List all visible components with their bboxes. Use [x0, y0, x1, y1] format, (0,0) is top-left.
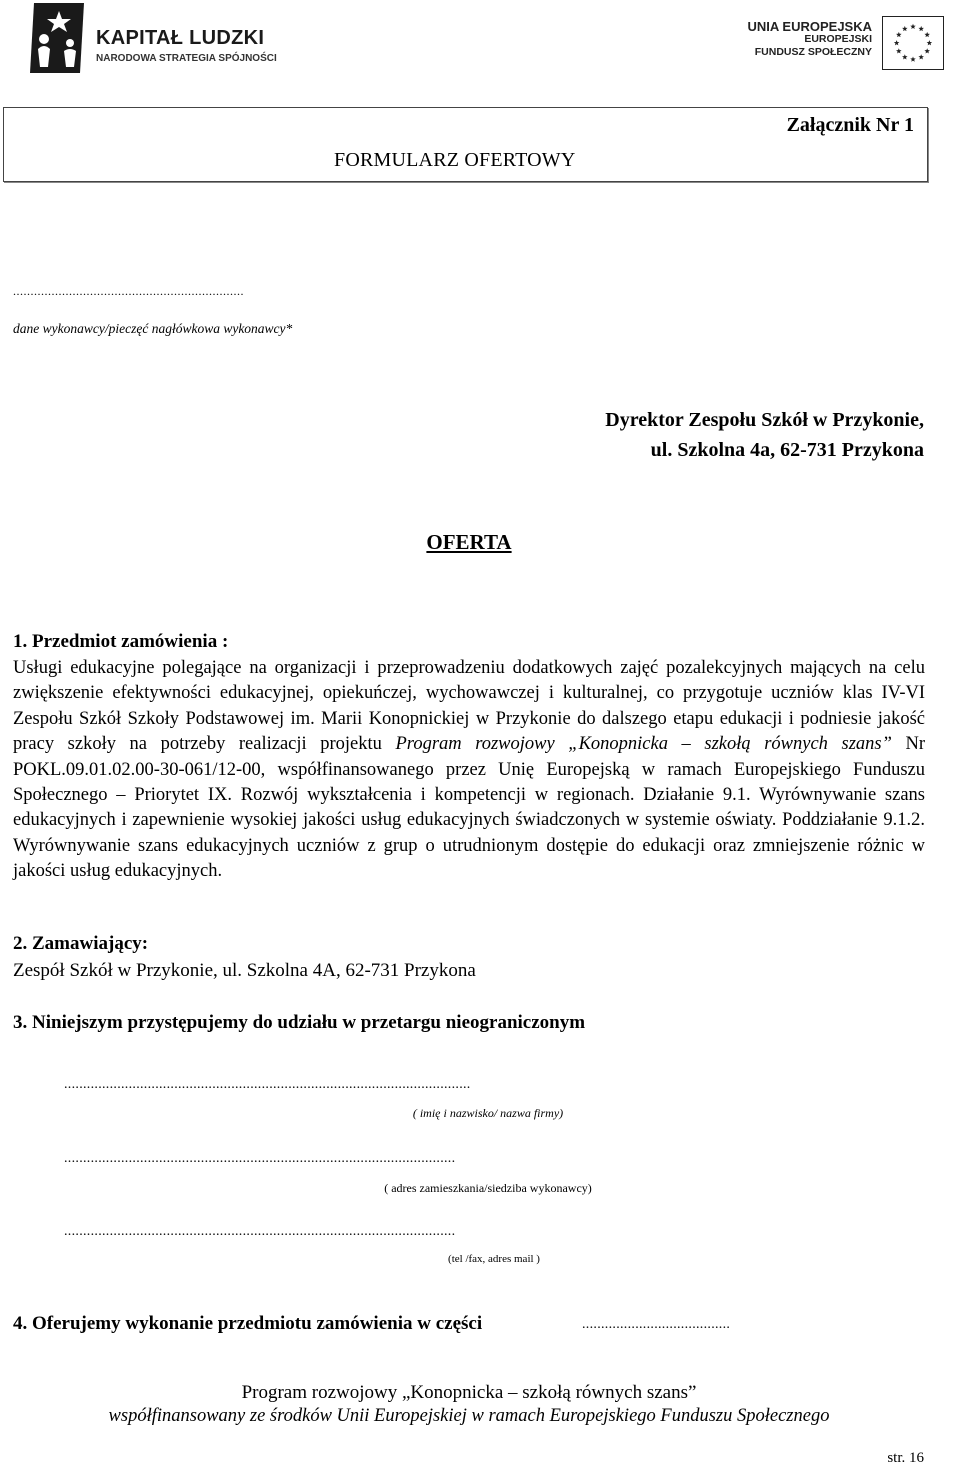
name-field-label: ( imię i nazwisko/ nazwa firmy)	[412, 1106, 564, 1120]
eu-star-icon	[894, 40, 899, 45]
eu-star-icon	[902, 54, 907, 59]
recipient-line1: Dyrektor Zespołu Szkół w Przykonie,	[605, 409, 924, 431]
contact-field-dots[interactable]: .......................................................................................................	[64, 1224, 456, 1239]
contractor-label: dane wykonawcy/pieczęć nagłówkowa wykonawcy*	[13, 321, 293, 336]
eu-line3: FUNDUSZ SPOŁECZNY	[754, 46, 872, 58]
eu-star-icon	[927, 40, 932, 45]
offer-title: OFERTA	[426, 530, 512, 554]
section1-heading: 1. Przedmiot zamówienia :	[13, 631, 229, 652]
form-title: FORMULARZ OFERTOWY	[334, 149, 576, 171]
section1-text	[13, 656, 925, 885]
kapital-ludzki-title: KAPITAŁ LUDZKI	[96, 27, 265, 49]
address-field-label: ( adres zamieszkania/siedziba wykonawcy)	[384, 1181, 592, 1195]
eu-star-icon	[902, 26, 907, 31]
contact-field-label: (tel /fax, adres mail )	[448, 1253, 540, 1265]
kapital-ludzki-logo-icon	[30, 3, 88, 73]
footer-funding: współfinansowany ze środków Unii Europejskiej w ramach Europejskiego Funduszu Społecznego	[108, 1406, 830, 1426]
kapital-ludzki-logo	[30, 3, 280, 73]
section2-heading: 2. Zamawiający:	[13, 933, 149, 954]
address-field-dots[interactable]: .......................................................................................................	[64, 1151, 456, 1166]
eu-star-icon	[896, 32, 901, 37]
annex-label: Załącznik Nr 1	[786, 114, 914, 136]
section1-program-name: Program rozwojowy „Konopnicka – szkołą równych szans”	[395, 734, 892, 755]
eu-star-icon	[910, 56, 915, 61]
title-box	[3, 107, 928, 182]
recipient-line2: ul. Szkolna 4a, 62-731 Przykona	[650, 439, 924, 461]
section1-text-part2: Nr POKL.09.01.02.00-30-061/12-00, współfinansowanego przez Unię Europejską w ramach Europejskiego Funduszu Społecznego – Priorytet IX. Rozwój wykształcenia i kompetencji w regionach. Działanie 9.1. Wyrównywanie szans edukacyjnych i zapewnienie wysokiej jakości usług edukacyjnych świadczonych w systemie oświaty. Poddziałanie 9.1.2. Wyrównywanie szans edukacyjnych uczniów z grup o utrudnionym dostępie do edukacji oraz zmniejszenie różnic w jakości usług edukacyjnych.	[13, 734, 926, 882]
eu-flag-icon	[882, 16, 944, 70]
eu-star-icon	[924, 32, 929, 37]
section2-text: Zespół Szkół w Przykonie, ul. Szkolna 4A, 62-731 Przykona	[13, 960, 476, 981]
name-field-dots[interactable]: ...........................................................................................................	[64, 1077, 471, 1092]
eu-star-icon	[896, 48, 901, 53]
section3-heading: 3. Niniejszym przystępujemy do udziału w przetargu nieograniczonym	[13, 1012, 586, 1033]
eu-line2: EUROPEJSKI	[804, 33, 872, 45]
eu-star-icon	[924, 48, 929, 53]
eu-star-icon	[918, 54, 923, 59]
eu-logo-text	[748, 20, 872, 59]
kapital-ludzki-subtitle: NARODOWA STRATEGIA SPÓJNOŚCI	[96, 53, 277, 64]
eu-logo	[744, 8, 944, 72]
eu-star-icon	[910, 24, 915, 29]
page-number: str. 16	[887, 1450, 924, 1466]
eu-star-icon	[918, 26, 923, 31]
recipient-address	[605, 405, 924, 465]
contractor-dots: ..................................................................	[13, 284, 244, 298]
section4-heading: 4. Oferujemy wykonanie przedmiotu zamówienia w części	[13, 1313, 483, 1334]
section4-dots[interactable]: .......................................	[582, 1317, 731, 1332]
section1-text-part1: Usługi edukacyjne polegające na organizacji i przeprowadzeniu dodatkowych zajęć pozalekcyjnych mających na celu zwiększenie efektywności edukacyjnej, opiekuńczej, wychowawczej i kulturalnej, co przygotuje uczniów klas IV-VI Zespołu Szkół Szkoły Podstawowej im. Marii Konopnickiej w Przykonie do dalszego etapu edukacji i podniesie jakość pracy szkoły na potrzeby realizacji projektu	[13, 658, 925, 755]
footer-program: Program rozwojowy „Konopnicka – szkołą równych szans”	[241, 1382, 697, 1403]
eu-line1: UNIA EUROPEJSKA	[747, 19, 872, 34]
